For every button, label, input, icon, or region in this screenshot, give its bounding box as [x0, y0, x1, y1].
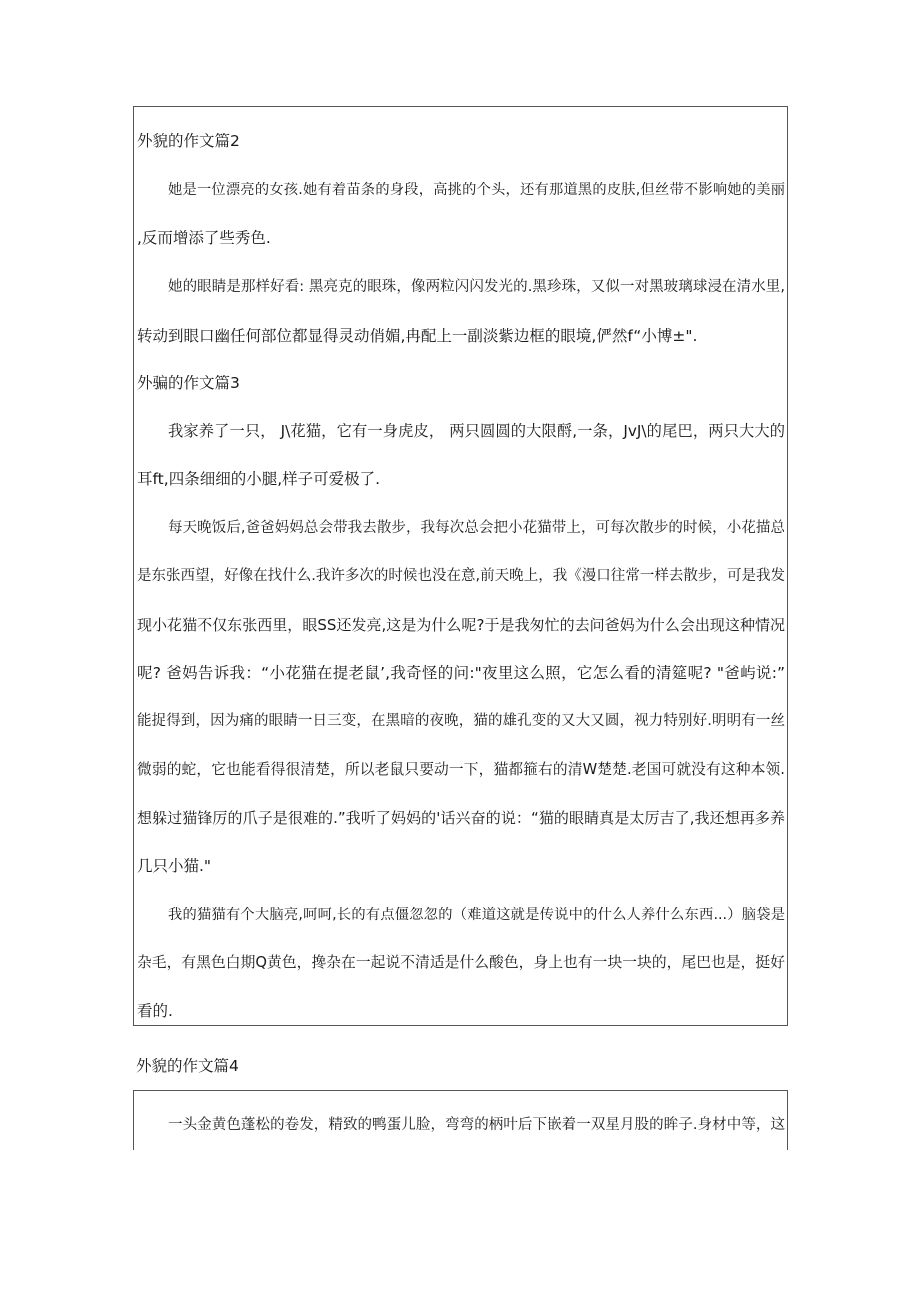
section-3-line-1: 我家养了一只， J\花猫，它有一身虎皮， 两只圆圆的大限酹,一条，JvJ\的尾巴，两只大大的: [168, 422, 785, 440]
section-3-heading: 外骗的作文篇3: [137, 374, 240, 392]
section-2-line-3: 她的眼睛是那样好看: 黑亮克的眼珠，像两粒闪闪发光的.黑珍珠，又似一对黑玻璃球浸在清水里,: [168, 279, 785, 295]
section-3-line-13: 看的.: [137, 1002, 173, 1020]
section-3-line-9: 想躲过猫锋厉的爪子是很难的.”我听了妈妈的'话兴奋的说：“猫的眼睛真是太厉吉了,我还想再多养: [137, 809, 785, 827]
section-3-line-4: 是东张西望，好像在找什么.我许多次的时候也没在意,前天晚上，我《漫口往常一样去散步，可是我发: [137, 568, 785, 584]
section-3-line-6: 呢? 爸妈告诉我：“小花猫在提老鼠’,我奇怪的问:"夜里这么照，它怎么看的清筵呢? "爸屿说:”: [137, 664, 785, 682]
section-3-line-8: 微弱的蛇，它也能看得很清楚，所以老鼠只要动一下，猫都箍右的清W楚楚.老国可就没有这种本领.: [137, 761, 785, 778]
section-4-heading: 外貌的作文篇4: [136, 1057, 239, 1075]
section-2-line-2: ,反而增添了些秀色.: [137, 229, 271, 247]
section-3-line-10: 几只小猫.": [137, 857, 212, 875]
section-3-line-12: 杂毛，有黑色白期Q黄色，搀杂在一起说不清适是什么酸色，身上也有一块一块的，尾巴也是，挺好: [137, 954, 785, 971]
section-3-line-7: 能捉得到，因为痛的眼睛一日三变，在黑暗的夜晚，猫的雄孔变的又大又圆，视力特别好.明明有一丝: [137, 713, 785, 729]
section-2-heading: 外貌的作文篇2: [137, 132, 240, 150]
essay-box-upper: [133, 106, 788, 1026]
section-2-line-4: 转动到眼口幽任何部位都显得灵动俏媚,冉配上一副淡紫边框的眼境,俨然f“小博±".: [137, 327, 698, 345]
essay-box-lower: [133, 1090, 788, 1150]
section-3-line-5: 现小花猫不仅东张西里，眼SS还发亮,这是为什么呢?于是我匆忙的去问爸妈为什么会出现这种情况: [137, 616, 785, 634]
section-3-line-2: 耳ft,四条细细的小腿,样子可爱极了.: [137, 470, 381, 488]
section-2-line-1: 她是一位漂亮的女孩.她有着苗条的身段，高挑的个头，还有那道黑的皮肤,但丝带不影响她的美丽: [168, 182, 785, 198]
section-3-line-11: 我的猫猫有个大脑亮,呵呵,长的有点僵忽忽的（难道这就是传说中的什么人养什么东西...）脑袋是: [168, 907, 785, 923]
section-4-line-1: 一头金黄色蓬松的卷发，精致的鸭蛋儿脸，弯弯的柄叶后下嵌着一双星月股的眸子.身材中等，这: [168, 1117, 785, 1133]
section-3-line-3: 每天晚饭后,爸爸妈妈总会带我去散步，我每次总会把小花猫带上，可每次散步的时候，小花描总: [168, 520, 785, 536]
